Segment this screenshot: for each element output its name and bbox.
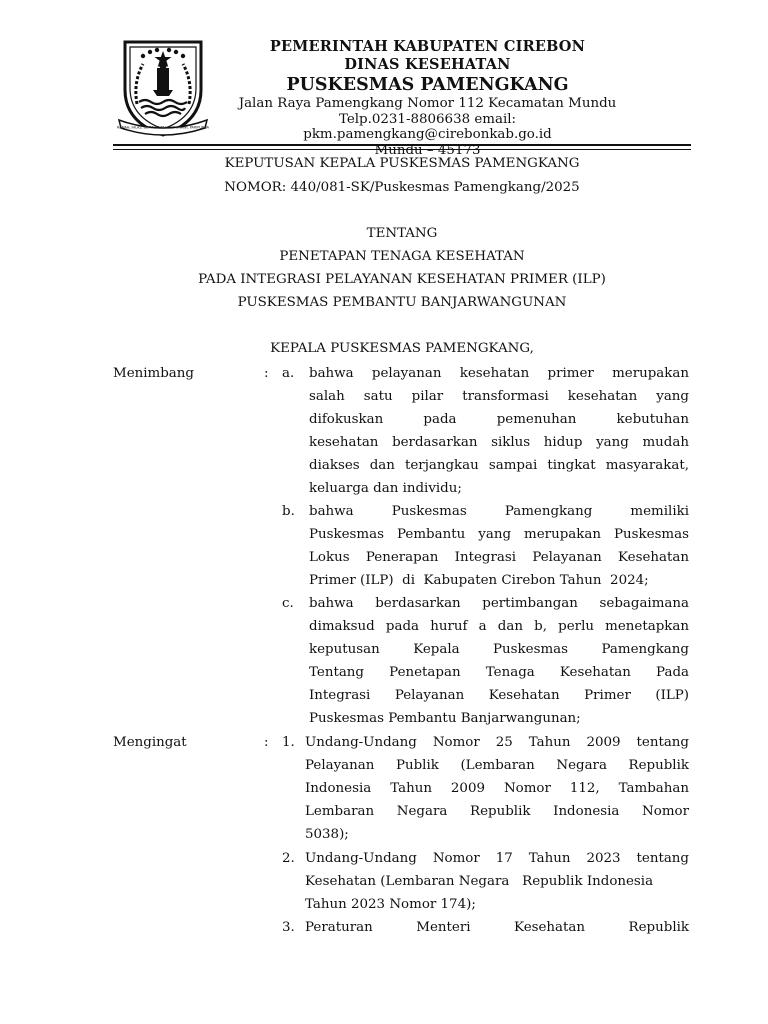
legal-basis-2-line-1: Undang-Undang Nomor 17 Tahun 2023 tentang	[305, 851, 689, 866]
city-postcode: Mundu – 45173	[374, 142, 481, 158]
legal-basis-1-line-4: Lembaran Negara Republik Indonesia Nomor	[305, 804, 689, 819]
consideration-b-line-2: Puskesmas Pembantu yang merupakan Puskesmas	[309, 527, 689, 542]
menimbang-label: Menimbang	[113, 366, 194, 381]
government-name: PEMERINTAH KABUPATEN CIREBON	[269, 38, 586, 55]
consideration-a-line-5: diakses dan terjangkau sampai tingkat masyarakat,	[309, 458, 689, 473]
consideration-c-line-6: Puskesmas Pembantu Banjarwangunan;	[309, 711, 581, 726]
letterhead-thick-rule	[113, 144, 691, 146]
consideration-c-marker: c.	[282, 596, 294, 611]
unit-name: PUSKESMAS PAMENGKANG	[286, 75, 569, 95]
consideration-a-line-1: bahwa pelayanan kesehatan primer merupakan	[309, 366, 689, 381]
legal-basis-2-line-2: Kesehatan (Lembaran Negara Republik Indonesia	[305, 874, 654, 889]
about-heading: TENTANG	[366, 226, 438, 241]
subject-line-1: PENETAPAN TENAGA KESEHATAN	[279, 249, 525, 264]
legal-basis-1-line-1: Undang-Undang Nomor 25 Tahun 2009 tentang	[305, 735, 689, 750]
consideration-a-line-4: kesehatan berdasarkan siklus hidup yang mudah	[309, 435, 689, 450]
consideration-a-line-2: salah satu pilar transformasi kesehatan yang	[309, 389, 689, 404]
legal-basis-1-marker: 1.	[282, 735, 295, 750]
address: Jalan Raya Pamengkang Nomor 112 Kecamatan Mundu	[238, 96, 617, 111]
legal-basis-3-line-1: Peraturan Menteri Kesehatan Republik	[305, 920, 689, 935]
legal-basis-2-marker: 2.	[282, 851, 295, 866]
letterhead-thin-rule	[113, 149, 691, 150]
legal-basis-2-line-3: Tahun 2023 Nomor 174);	[305, 897, 476, 912]
cirebon-regency-emblem	[117, 38, 209, 138]
subject-line-2: PADA INTEGRASI PELAYANAN KESEHATAN PRIMER (ILP)	[198, 272, 606, 287]
consideration-c-line-5: Integrasi Pelayanan Kesehatan Primer (ILP)	[309, 688, 689, 703]
consideration-a-line-3: difokuskan pada pemenuhan kebutuhan	[309, 412, 689, 427]
consideration-a-line-6: keluarga dan individu;	[309, 481, 462, 496]
consideration-b-line-3: Lokus Penerapan Integrasi Pelayanan Kesehatan	[309, 550, 689, 565]
emblem-motto: RAMAH, IHLAS, GEMAH RIPAH LOH JINAWI, PARIPURNA	[117, 125, 209, 130]
consideration-b-line-1: bahwa Puskesmas Pamengkang memiliki	[309, 504, 689, 519]
consideration-b-marker: b.	[282, 504, 295, 519]
legal-basis-1-line-2: Pelayanan Publik (Lembaran Negara Republik	[305, 758, 689, 773]
legal-basis-1-line-5: 5038);	[305, 827, 349, 842]
decree-title: KEPUTUSAN KEPALA PUSKESMAS PAMENGKANG	[224, 156, 580, 171]
consideration-a-marker: a.	[282, 366, 295, 381]
agency-name: DINAS KESEHATAN	[344, 56, 511, 73]
decree-number: NOMOR: 440/081-SK/Puskesmas Pamengkang/2025	[224, 180, 580, 195]
letterhead	[215, 38, 640, 158]
menimbang-colon: :	[264, 366, 269, 381]
consideration-c-line-1: bahwa berdasarkan pertimbangan sebagaimana	[309, 596, 689, 611]
consideration-c-line-2: dimaksud pada huruf a dan b, perlu menetapkan	[309, 619, 689, 634]
subject-line-3: PUSKESMAS PEMBANTU BANJARWANGUNAN	[237, 295, 567, 310]
consideration-b-line-4: Primer (ILP) di Kabupaten Cirebon Tahun 2024;	[309, 573, 649, 588]
mengingat-colon: :	[264, 735, 269, 750]
issuing-authority: KEPALA PUSKESMAS PAMENGKANG,	[270, 341, 534, 356]
mengingat-label: Mengingat	[113, 735, 187, 750]
consideration-c-line-3: keputusan Kepala Puskesmas Pamengkang	[309, 642, 689, 657]
consideration-c-line-4: Tentang Penetapan Tenaga Kesehatan Pada	[309, 665, 689, 680]
legal-basis-1-line-3: Indonesia Tahun 2009 Nomor 112, Tambahan	[305, 781, 689, 796]
legal-basis-3-marker: 3.	[282, 920, 295, 935]
contact-info: Telp.0231-8806638 email: pkm.pamengkang@cirebonkab.go.id	[303, 111, 552, 143]
